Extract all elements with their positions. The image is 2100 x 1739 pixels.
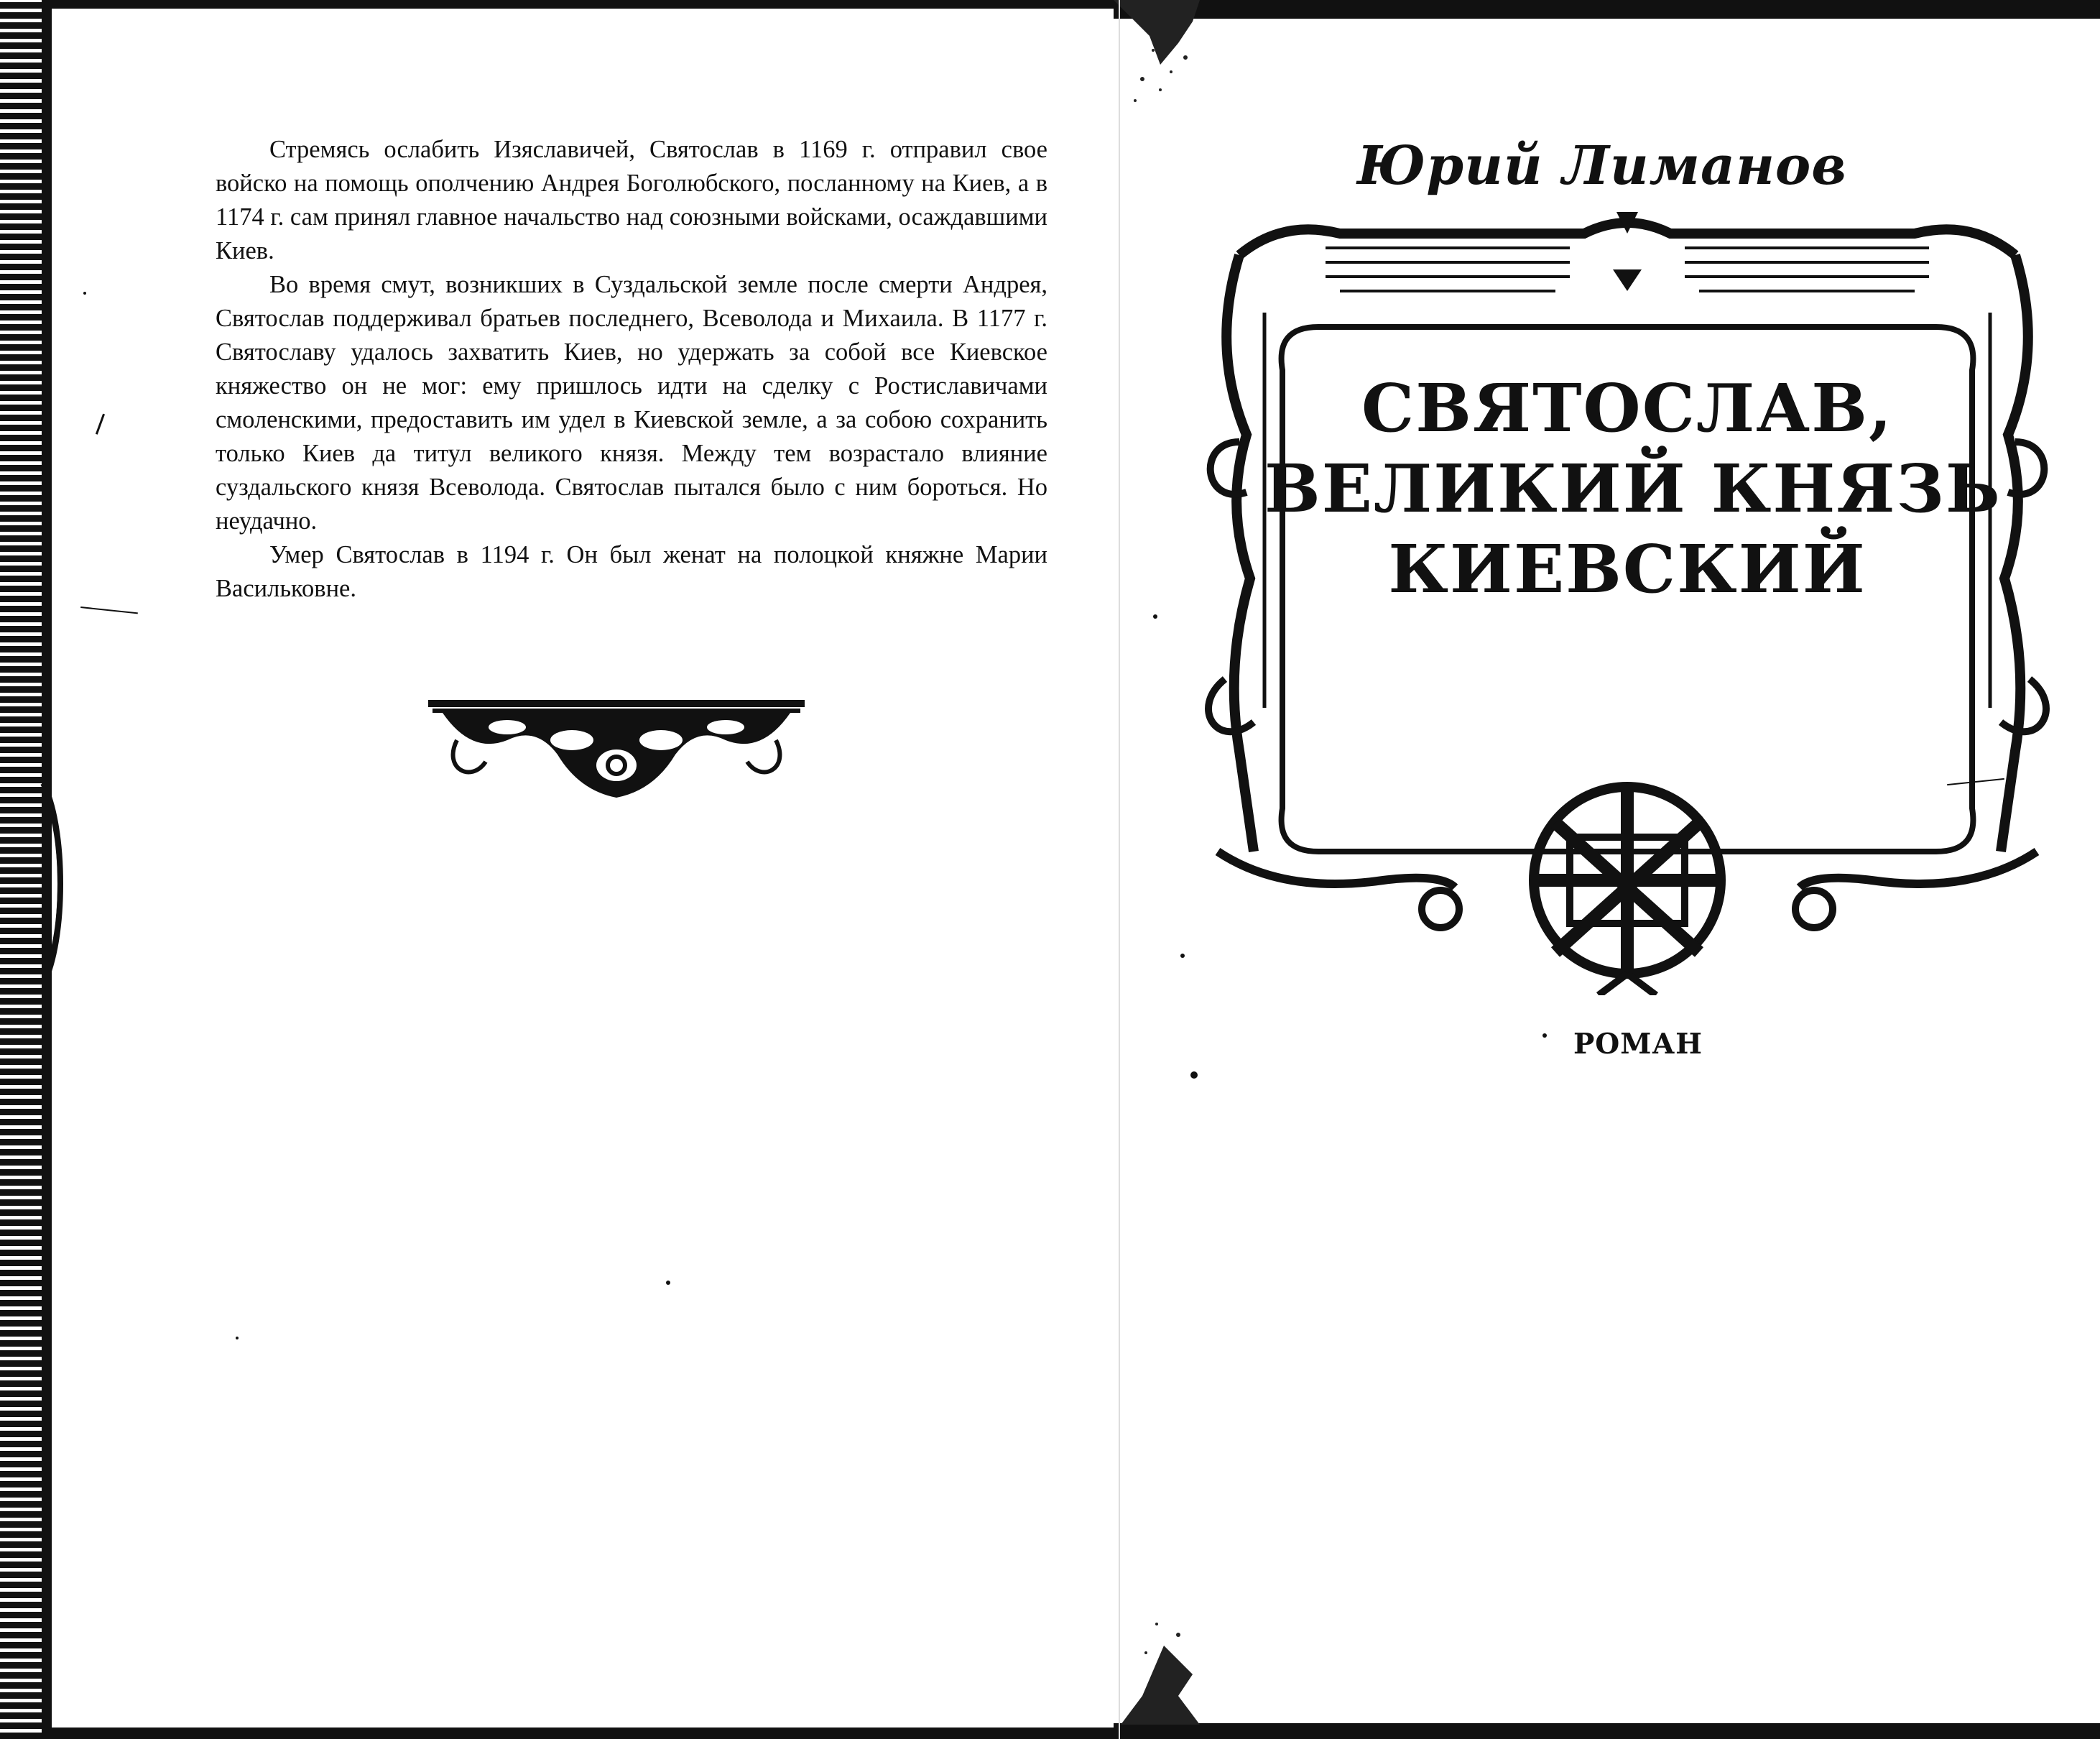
paragraph: Умер Святослав в 1194 г. Он был женат на полоцкой княжне Марии Васильковне. xyxy=(216,541,1047,602)
book-genre: РОМАН xyxy=(1573,1028,1703,1061)
left-page-text xyxy=(216,133,1047,606)
paragraph: Стремясь ослабить Изяславичей, Святослав в 1169 г. отправил свое войско на помощь ополчению Андрея Боголюбского, посланному на Киев, а в 1174 г. сам принял главное начальство над союзными войсками, осаждавшими Киев. xyxy=(216,136,1047,264)
title-line: КИЕВСКИЙ xyxy=(1388,530,1867,608)
title-line: ВЕЛИКИЙ КНЯЗЬ xyxy=(1264,450,2002,527)
top-edge-left xyxy=(52,0,1114,9)
book-title xyxy=(1264,368,2002,609)
book-author: Юрий Лиманов xyxy=(1357,135,1847,197)
bottom-edge-left xyxy=(52,1728,1114,1739)
edge-ornament-icon xyxy=(40,783,69,984)
ornamental-headpiece-icon xyxy=(428,697,805,805)
paragraph: Во время смут, возникших в Суздальской земле после смерти Андрея, Святослав поддерживал братьев последнего, Всеволода и Михаила. В 1177 г. Святославу удалось захватить Киев, но удержать за собой все Киевское княжество он не мог: ему пришлось идти на сделку с Ростиславичами смоленскими, предоставить им удел в Киевской земле, а за собою сохранить только Киев да титул великого князя. Между тем возрастало влияние суздальского князя Всеволода. Святослав пытался было с ним бороться. Но неудачно. xyxy=(216,271,1047,535)
title-line: СВЯТОСЛАВ, xyxy=(1361,369,1893,447)
